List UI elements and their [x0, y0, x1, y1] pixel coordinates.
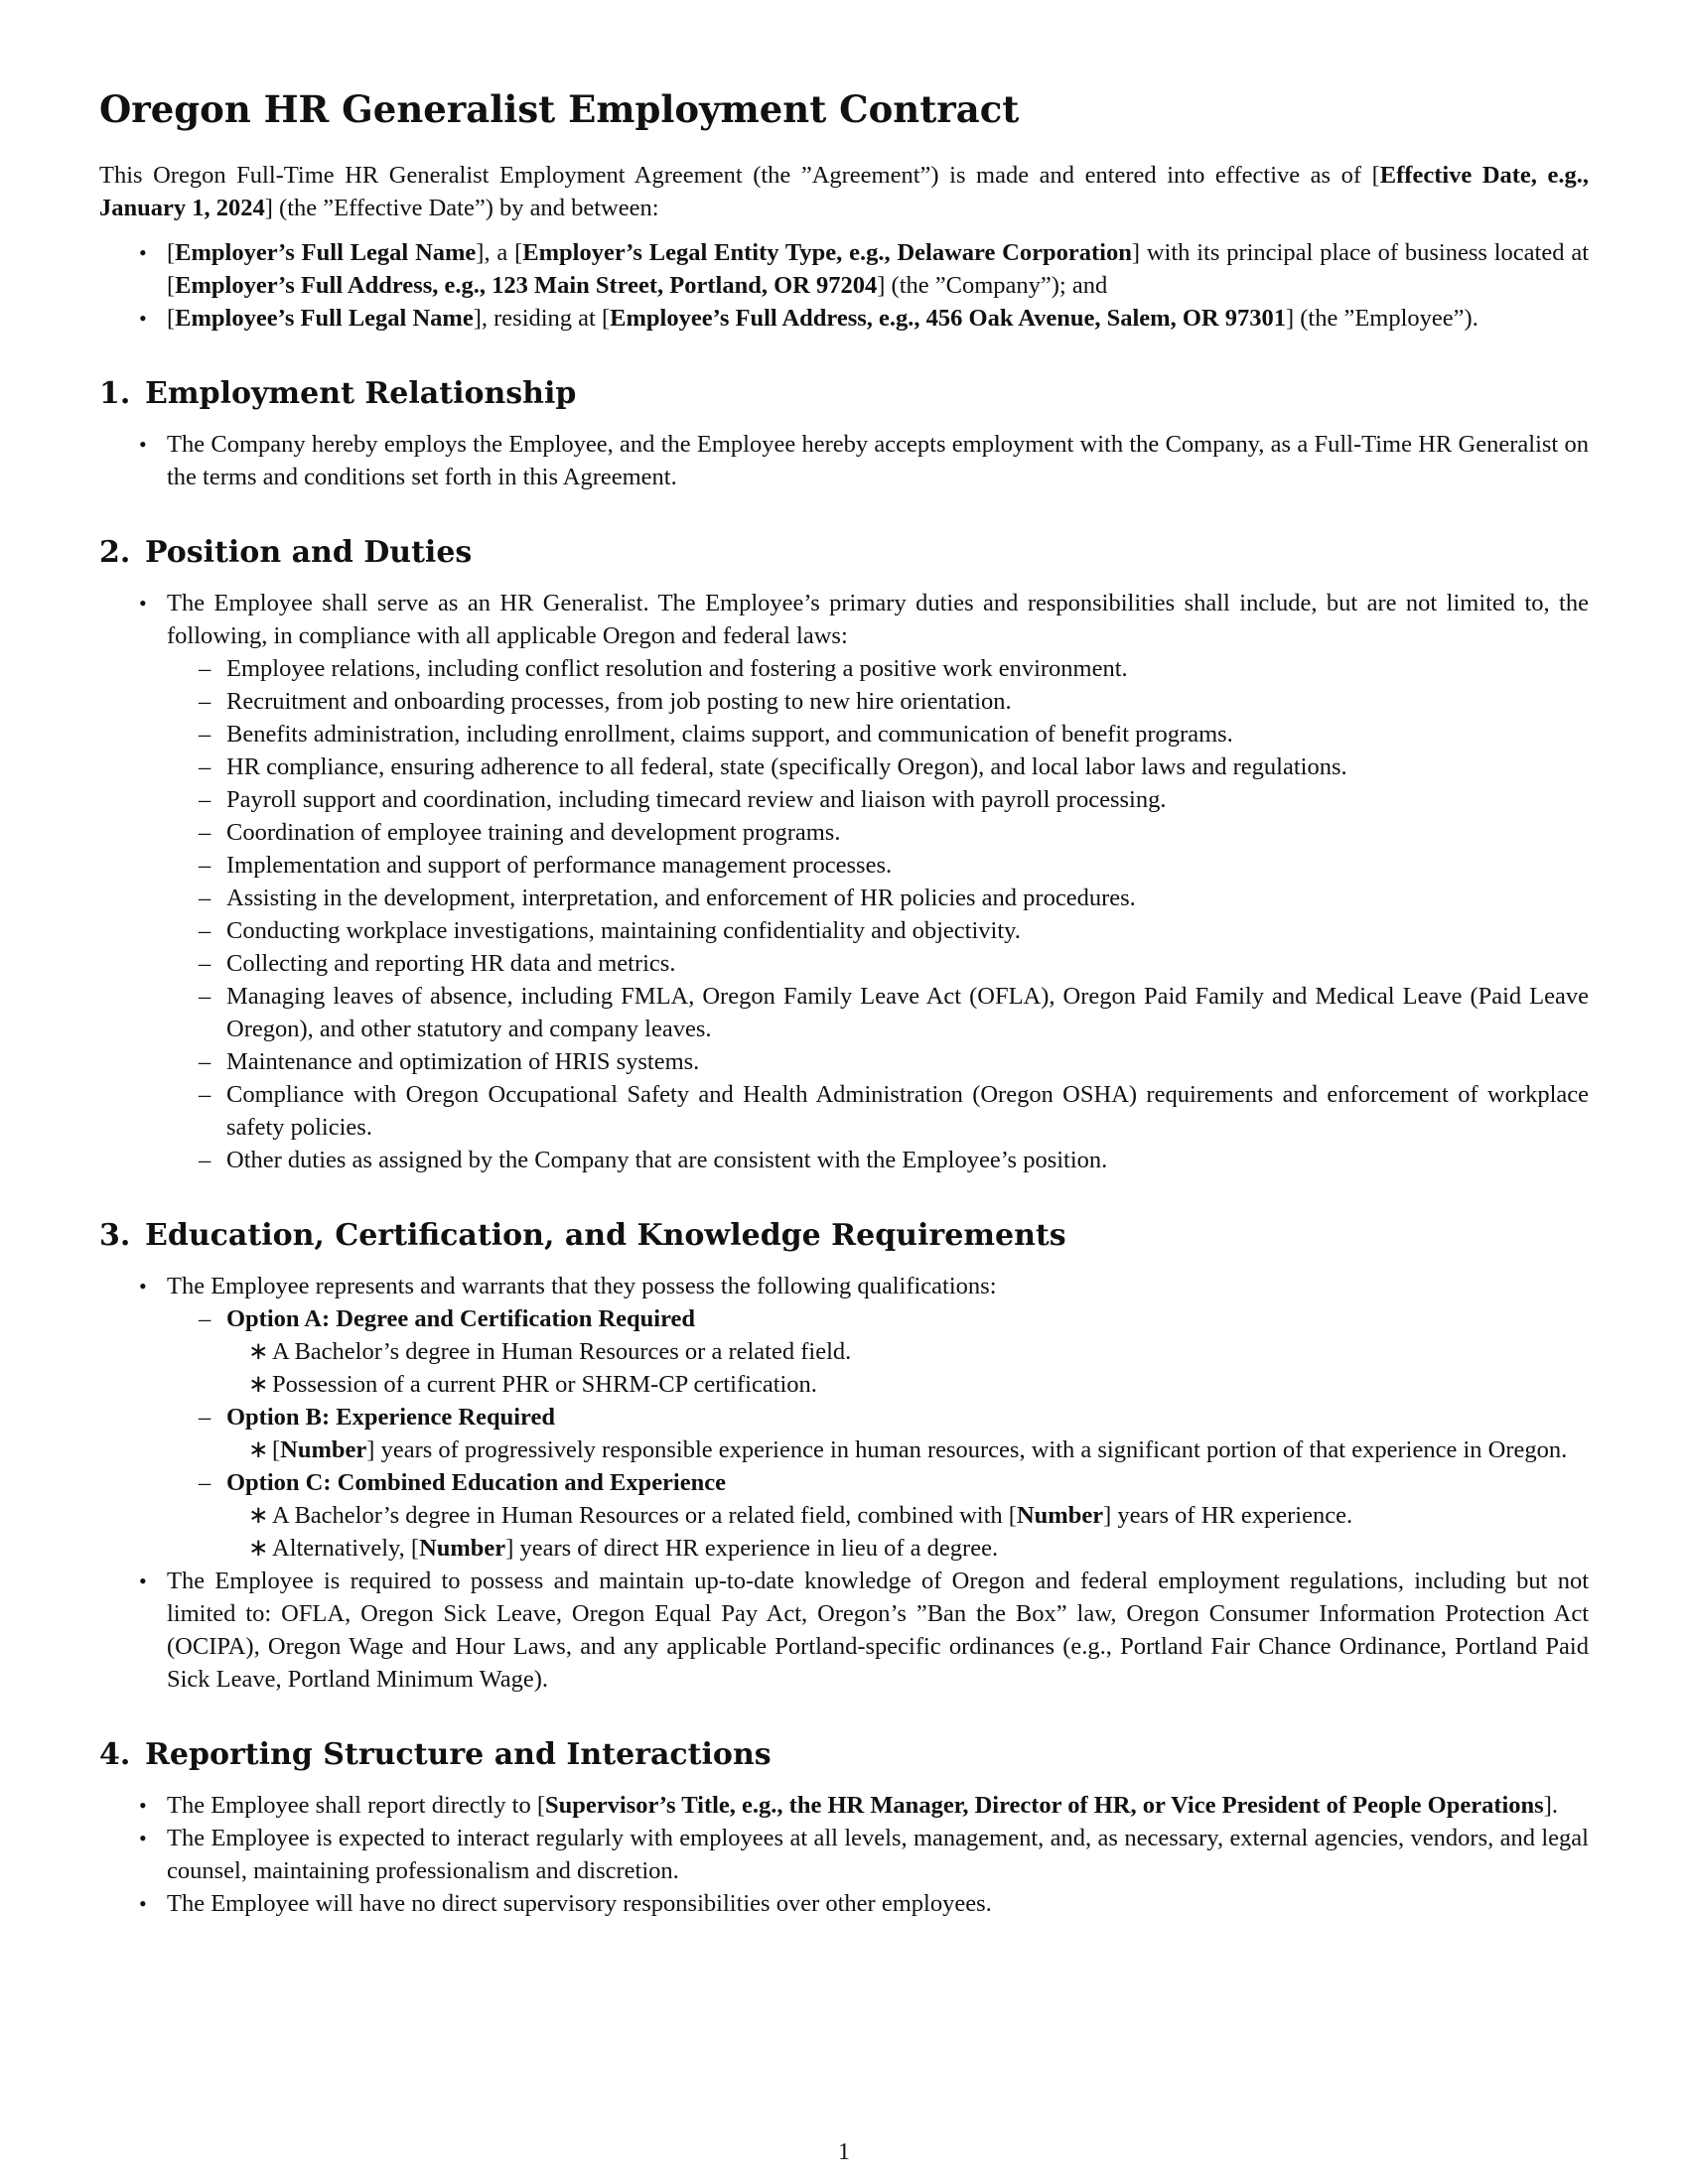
employer-party: • [Employer’s Full Legal Name], a [Employer’s Legal Entity Type, e.g., Delaware Corporation] with its principal place of business located at [Employer’s Full Address, e.g., 123 Main Street, Portland, OR 97204] (the ”Company”); and	[99, 236, 1589, 302]
section-1-list	[99, 428, 1589, 493]
intro-text: ] (the ”Effective Date”) by and between:	[264, 195, 659, 222]
duty-item: – Compliance with Oregon Occupational Safety and Health Administration (Oregon OSHA) requirements and enforcement of workplace safety policies.	[199, 1078, 1589, 1144]
duty-item: – Coordination of employee training and development programs.	[199, 816, 1589, 849]
parties-list	[99, 236, 1589, 335]
list-item: ∗ Alternatively, [Number] years of direct HR experience in lieu of a degree.	[248, 1532, 1589, 1565]
employee-address-placeholder: Employee’s Full Address, e.g., 456 Oak Avenue, Salem, OR 97301	[610, 305, 1286, 333]
duty-item: – Collecting and reporting HR data and metrics.	[199, 947, 1589, 980]
option-c: – Option C: Combined Education and Experience ∗ A Bachelor’s degree in Human Resources or a related field, combined with [Number] years of HR experience. ∗ Alternatively, [Number] years of direct HR experience in lieu of a degree.	[199, 1466, 1589, 1565]
effective-date-placeholder: Effective Date, e.g., January 1, 2024	[99, 162, 1589, 222]
list-item: ∗ [Number] years of progressively responsible experience in human resources, with a significant portion of that experience in Oregon.	[248, 1433, 1589, 1466]
list-item: • The Employee will have no direct supervisory responsibilities over other employees.	[99, 1887, 1589, 1920]
number-placeholder: Number	[1016, 1502, 1104, 1530]
section-heading-1: 1. Employment Relationship	[99, 376, 577, 412]
number-placeholder: Number	[419, 1535, 506, 1563]
duty-item: – Benefits administration, including enrollment, claims support, and communication of benefit programs.	[199, 718, 1589, 751]
employer-entity-placeholder: Employer’s Legal Entity Type, e.g., Delaware Corporation	[522, 239, 1132, 267]
section-2-list	[99, 587, 1589, 1176]
list-item: ∗ Possession of a current PHR or SHRM-CP certification.	[248, 1368, 1589, 1401]
qualification-options	[167, 1302, 1589, 1565]
option-a: – Option A: Degree and Certification Required ∗ A Bachelor’s degree in Human Resources or a related field. ∗ Possession of a current PHR or SHRM-CP certification.	[199, 1302, 1589, 1401]
duties-list	[167, 652, 1589, 1176]
option-a-items	[226, 1335, 1589, 1401]
duty-item: – Conducting workplace investigations, maintaining confidentiality and objectivity.	[199, 914, 1589, 947]
page-number: 1	[838, 2139, 850, 2165]
list-item: • The Employee shall report directly to [Supervisor’s Title, e.g., the HR Manager, Director of HR, or Vice President of People Operations].	[99, 1789, 1589, 1822]
supervisor-title-placeholder: Supervisor’s Title, e.g., the HR Manager, Director of HR, or Vice President of People Operations	[544, 1792, 1544, 1820]
document-title: Oregon HR Generalist Employment Contract	[99, 87, 1020, 131]
duty-item: – Managing leaves of absence, including FMLA, Oregon Family Leave Act (OFLA), Oregon Paid Family and Medical Leave (Paid Leave Oregon), and other statutory and company leaves.	[199, 980, 1589, 1045]
duty-item: – Payroll support and coordination, including timecard review and liaison with payroll processing.	[199, 783, 1589, 816]
employer-name-placeholder: Employer’s Full Legal Name	[175, 239, 477, 267]
section-heading-3: 3. Education, Certification, and Knowledge Requirements	[99, 1218, 1066, 1254]
contract-page	[99, 87, 1589, 1920]
list-item: • The Company hereby employs the Employee, and the Employee hereby accepts employment with the Company, as a Full-Time HR Generalist on the terms and conditions set forth in this Agreement.	[99, 428, 1589, 493]
section-heading-2: 2. Position and Duties	[99, 535, 473, 571]
duty-item: – HR compliance, ensuring adherence to all federal, state (specifically Oregon), and local labor laws and regulations.	[199, 751, 1589, 783]
employee-party: • [Employee’s Full Legal Name], residing at [Employee’s Full Address, e.g., 456 Oak Avenue, Salem, OR 97301] (the ”Employee”).	[99, 302, 1589, 335]
duty-item: – Maintenance and optimization of HRIS systems.	[199, 1045, 1589, 1078]
number-placeholder: Number	[280, 1436, 367, 1464]
duty-item: – Recruitment and onboarding processes, from job posting to new hire orientation.	[199, 685, 1589, 718]
intro-paragraph	[99, 159, 1589, 224]
list-item: • The Employee is required to possess and maintain up-to-date knowledge of Oregon and federal employment regulations, including but not limited to: OFLA, Oregon Sick Leave, Oregon Equal Pay Act, Oregon’s ”Ban the Box” law, Oregon Consumer Information Protection Act (OCIPA), Oregon Wage and Hour Laws, and any applicable Portland-specific ordinances (e.g., Portland Fair Chance Ordinance, Portland Paid Sick Leave, Portland Minimum Wage).	[99, 1565, 1589, 1696]
option-b-items	[226, 1433, 1589, 1466]
list-item: ∗ A Bachelor’s degree in Human Resources or a related field, combined with [Number] years of HR experience.	[248, 1499, 1589, 1532]
list-item: • The Employee represents and warrants that they possess the following qualifications: – Option A: Degree and Certification Required ∗ A Bachelor’s degree in Human Resources or a related field. ∗ Possession of a current PHR or SHRM-CP certification. – Option B: Experience Required ∗ [Number] years of progressively responsible experience in human resources, with a significant portion of that experience in Oregon. – Option C: Combined Education and Experience ∗ A Bachelor’s degree in Human Resources or a related field, combined with [Number] years of HR experience. ∗ Alternatively, [Number] years of direct HR experience in lieu of a degree.	[99, 1270, 1589, 1565]
intro-text: This Oregon Full-Time HR Generalist Employment Agreement (the ”Agreement”) is made and entered into effective as of [	[99, 162, 1380, 190]
duty-item: – Other duties as assigned by the Company that are consistent with the Employee’s position.	[199, 1144, 1589, 1176]
duty-item: – Employee relations, including conflict resolution and fostering a positive work environment.	[199, 652, 1589, 685]
section-3-list	[99, 1270, 1589, 1696]
employer-address-placeholder: Employer’s Full Address, e.g., 123 Main Street, Portland, OR 97204	[175, 272, 878, 300]
duty-item: – Implementation and support of performance management processes.	[199, 849, 1589, 882]
list-item: • The Employee is expected to interact regularly with employees at all levels, management, and, as necessary, external agencies, vendors, and legal counsel, maintaining professionalism and discretion.	[99, 1822, 1589, 1887]
employee-name-placeholder: Employee’s Full Legal Name	[175, 305, 474, 333]
duty-item: – Assisting in the development, interpretation, and enforcement of HR policies and procedures.	[199, 882, 1589, 914]
option-c-items	[226, 1499, 1589, 1565]
section-heading-4: 4. Reporting Structure and Interactions	[99, 1737, 772, 1773]
option-b: – Option B: Experience Required ∗ [Number] years of progressively responsible experience in human resources, with a significant portion of that experience in Oregon.	[199, 1401, 1589, 1466]
section-4-list	[99, 1789, 1589, 1920]
list-item: • The Employee shall serve as an HR Generalist. The Employee’s primary duties and responsibilities shall include, but are not limited to, the following, in compliance with all applicable Oregon and federal laws: – Employee relations, including conflict resolution and fostering a positive work environment. – Recruitment and onboarding processes, from job posting to new hire orientation. – Benefits administration, including enrollment, claims support, and communication of benefit programs. – HR compliance, ensuring adherence to all federal, state (specifically Oregon), and local labor laws and regulations. – Payroll support and coordination, including timecard review and liaison with payroll processing. – Coordination of employee training and development programs. – Implementation and support of performance management processes. – Assisting in the development, interpretation, and enforcement of HR policies and procedures. – Conducting workplace investigations, maintaining confidentiality and objectivity. – Collecting and reporting HR data and metrics. – Managing leaves of absence, including FMLA, Oregon Family Leave Act (OFLA), Oregon Paid Family and Medical Leave (Paid Leave Oregon), and other statutory and company leaves. – Maintenance and optimization of HRIS systems. – Compliance with Oregon Occupational Safety and Health Administration (Oregon OSHA) requirements and enforcement of workplace safety policies. – Other duties as assigned by the Company that are consistent with the Employee’s position.	[99, 587, 1589, 1176]
list-item: ∗ A Bachelor’s degree in Human Resources or a related field.	[248, 1335, 1589, 1368]
